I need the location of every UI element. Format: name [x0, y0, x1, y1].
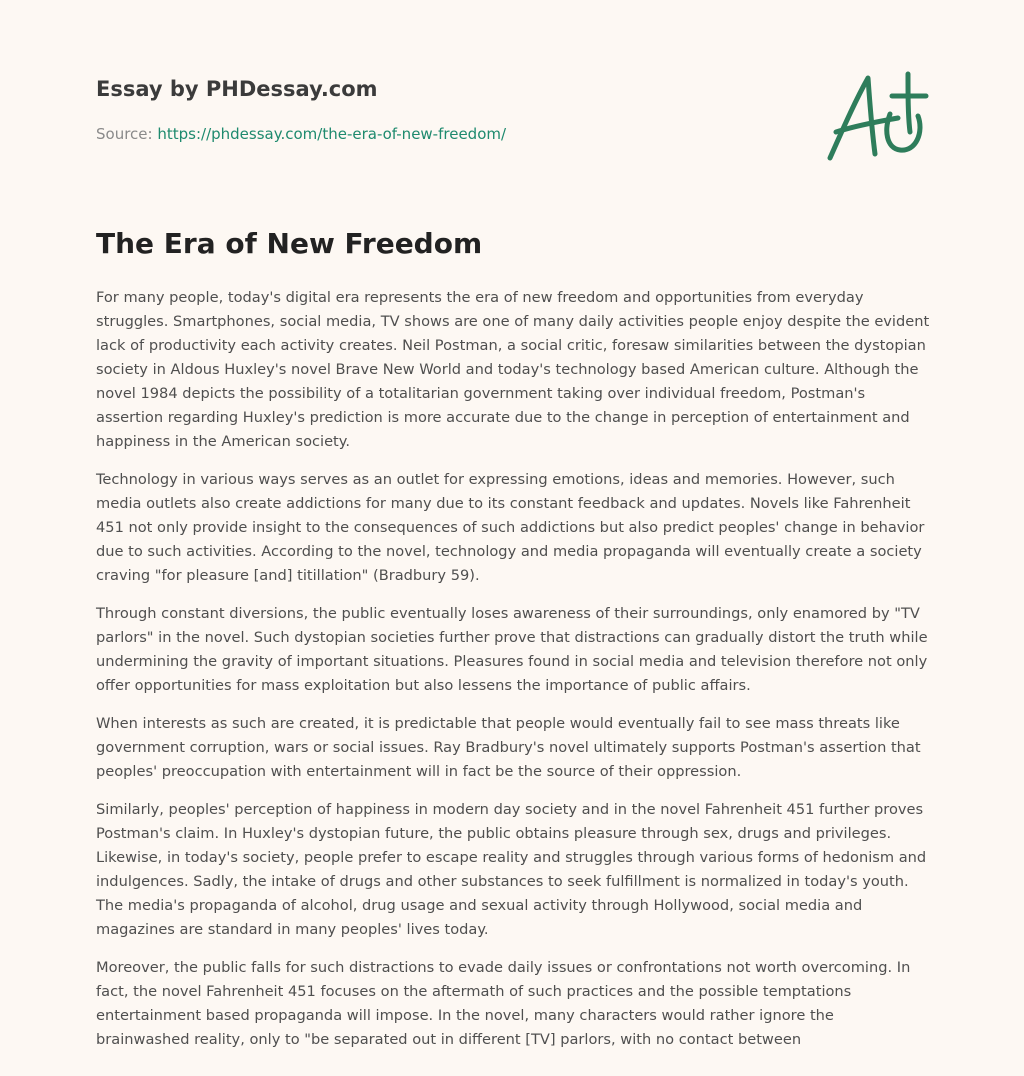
source-line — [96, 124, 796, 144]
essay-body — [96, 286, 932, 1066]
a-plus-logo-icon — [820, 66, 930, 166]
essay-title: The Era of New Freedom — [96, 227, 483, 260]
essay-paragraph: For many people, today's digital era represents the era of new freedom and opportunities from everyday struggles. Smartphones, social media, TV shows are one of many daily activities people enjoy despite the evident lack of productivity each activity creates. Neil Postman, a social critic, foresaw similarities between the dystopian society in Aldous Huxley's novel Brave New World and today's technology based American culture. Although the novel 1984 depicts the possibility of a totalitarian government taking over individual freedom, Postman's assertion regarding Huxley's prediction is more accurate due to the change in perception of entertainment and happiness in the American society. — [96, 289, 930, 450]
essay-paragraph: Technology in various ways serves as an outlet for expressing emotions, ideas and memories. However, such media outlets also create addictions for many due to its constant feedback and updates. Novels like Fahrenheit 451 not only provide insight to the consequences of such addictions but also predict peoples' change in behavior due to such activities. According to the novel, technology and media propaganda will eventually create a society craving "for pleasure [and] titillation" (Bradbury 59). — [96, 471, 925, 584]
essay-paragraph: When interests as such are created, it is predictable that people would eventually fail to see mass threats like government corruption, wars or social issues. Ray Bradbury's novel ultimately supports Postman's assertion that peoples' preoccupation with entertainment will in fact be the source of their oppression. — [96, 715, 921, 780]
site-name: Essay by PHDessay.com — [96, 77, 378, 101]
essay-paragraph: Similarly, peoples' perception of happiness in modern day society and in the novel Fahrenheit 451 further proves Postman's claim. In Huxley's dystopian future, the public obtains pleasure through sex, drugs and privileges. Likewise, in today's society, people prefer to escape reality and struggles through various forms of hedonism and indulgences. Sadly, the intake of drugs and other substances to seek fulfillment is normalized in today's youth. The media's propaganda of alcohol, drug usage and sexual activity through Hollywood, social media and magazines are standard in many peoples' lives today. — [96, 801, 927, 938]
document-header — [96, 74, 796, 144]
source-link[interactable]: https://phdessay.com/the-era-of-new-freedom/ — [157, 125, 507, 143]
essay-paragraph: Moreover, the public falls for such distractions to evade daily issues or confrontations not worth overcoming. In fact, the novel Fahrenheit 451 focuses on the aftermath of such practices and the possible temptations entertainment based propaganda will impose. In the novel, many characters would rather ignore the brainwashed reality, only to "be separated out in different [TV] parlors, with no contact between — [96, 959, 911, 1048]
source-label: Source: — [96, 125, 153, 143]
essay-paragraph: Through constant diversions, the public eventually loses awareness of their surroundings, only enamored by "TV parlors" in the novel. Such dystopian societies further prove that distractions can gradually distort the truth while undermining the gravity of important situations. Pleasures found in social media and television therefore not only offer opportunities for mass exploitation but also lessens the importance of public affairs. — [96, 605, 928, 694]
